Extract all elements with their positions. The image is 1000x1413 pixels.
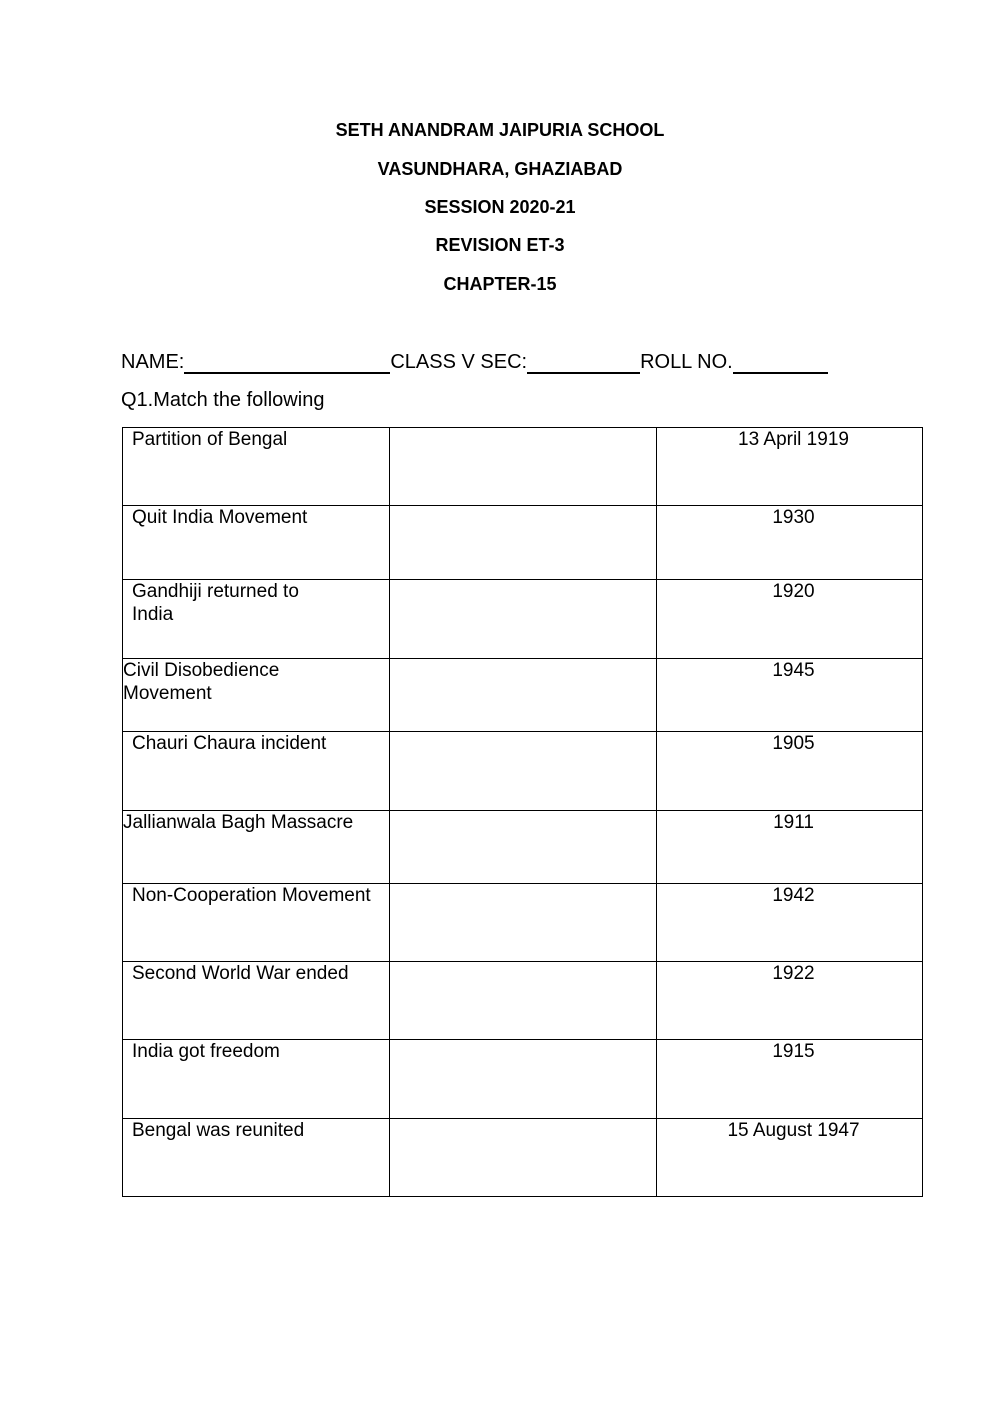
- table-row: [123, 732, 923, 811]
- date-cell: [657, 811, 923, 884]
- event-text: Chauri Chaura incident: [132, 733, 327, 754]
- date-text: 1911: [773, 812, 814, 833]
- event-cell: [123, 428, 390, 506]
- answer-blank-cell[interactable]: [390, 659, 657, 732]
- date-cell: [657, 580, 923, 659]
- date-text: 1922: [772, 963, 815, 984]
- event-text: Jallianwala Bagh Massacre: [123, 812, 354, 833]
- answer-blank-cell[interactable]: [390, 884, 657, 962]
- event-text: Second World War ended: [132, 963, 349, 984]
- table-row: [123, 884, 923, 962]
- answer-blank-cell[interactable]: [390, 506, 657, 580]
- event-cell: [123, 1040, 390, 1119]
- date-cell: [657, 962, 923, 1040]
- date-cell: [657, 428, 923, 506]
- event-text: Civil Disobedience Movement: [123, 660, 280, 704]
- roll-number-blank[interactable]: [733, 351, 828, 374]
- date-text: 1942: [772, 885, 815, 906]
- revision-label: REVISION ET-3: [435, 235, 565, 255]
- date-text: 13 April 1919: [738, 429, 849, 450]
- event-cell: [123, 506, 390, 580]
- event-text: Bengal was reunited: [132, 1120, 305, 1141]
- answer-blank-cell[interactable]: [390, 428, 657, 506]
- event-text: Quit India Movement: [132, 507, 308, 528]
- event-cell: [123, 659, 390, 732]
- date-cell: [657, 884, 923, 962]
- class-section-label: CLASS V SEC:: [390, 351, 528, 373]
- date-cell: [657, 1040, 923, 1119]
- section-blank[interactable]: [527, 351, 640, 374]
- date-text: 1905: [772, 733, 815, 754]
- date-text: 1930: [772, 507, 815, 528]
- event-text: Gandhiji returned to India: [132, 581, 299, 625]
- student-info-row: [121, 350, 828, 374]
- school-name: SETH ANANDRAM JAIPURIA SCHOOL: [335, 120, 665, 140]
- answer-blank-cell[interactable]: [390, 1119, 657, 1197]
- date-cell: [657, 732, 923, 811]
- date-text: 1915: [772, 1041, 815, 1062]
- event-text: India got freedom: [132, 1041, 280, 1062]
- date-text: 1945: [772, 660, 815, 681]
- answer-blank-cell[interactable]: [390, 732, 657, 811]
- table-row: [123, 659, 923, 732]
- event-cell: [123, 811, 390, 884]
- answer-blank-cell[interactable]: [390, 1040, 657, 1119]
- name-label: NAME:: [121, 351, 185, 373]
- date-cell: [657, 1119, 923, 1197]
- answer-blank-cell[interactable]: [390, 580, 657, 659]
- event-cell: [123, 580, 390, 659]
- table-row: [123, 580, 923, 659]
- answer-blank-cell[interactable]: [390, 962, 657, 1040]
- event-text: Partition of Bengal: [132, 429, 288, 450]
- answer-blank-cell[interactable]: [390, 811, 657, 884]
- event-cell: [123, 962, 390, 1040]
- chapter-label: CHAPTER-15: [443, 274, 557, 294]
- question-title: Q1.Match the following: [121, 389, 325, 411]
- event-cell: [123, 884, 390, 962]
- table-row: [123, 506, 923, 580]
- date-text: 1920: [772, 581, 815, 602]
- session-label: SESSION 2020-21: [424, 197, 576, 217]
- name-blank[interactable]: [184, 351, 390, 374]
- table-row: [123, 1040, 923, 1119]
- event-text: Non-Cooperation Movement: [132, 885, 371, 906]
- table-row: [123, 962, 923, 1040]
- event-cell: [123, 1119, 390, 1197]
- date-text: 15 August 1947: [727, 1120, 860, 1141]
- date-cell: [657, 506, 923, 580]
- table-row: [123, 811, 923, 884]
- event-cell: [123, 732, 390, 811]
- table-row: [123, 428, 923, 506]
- table-row: [123, 1119, 923, 1197]
- roll-number-label: ROLL NO.: [640, 351, 733, 373]
- school-location: VASUNDHARA, GHAZIABAD: [377, 159, 623, 179]
- match-table: [122, 427, 923, 1197]
- date-cell: [657, 659, 923, 732]
